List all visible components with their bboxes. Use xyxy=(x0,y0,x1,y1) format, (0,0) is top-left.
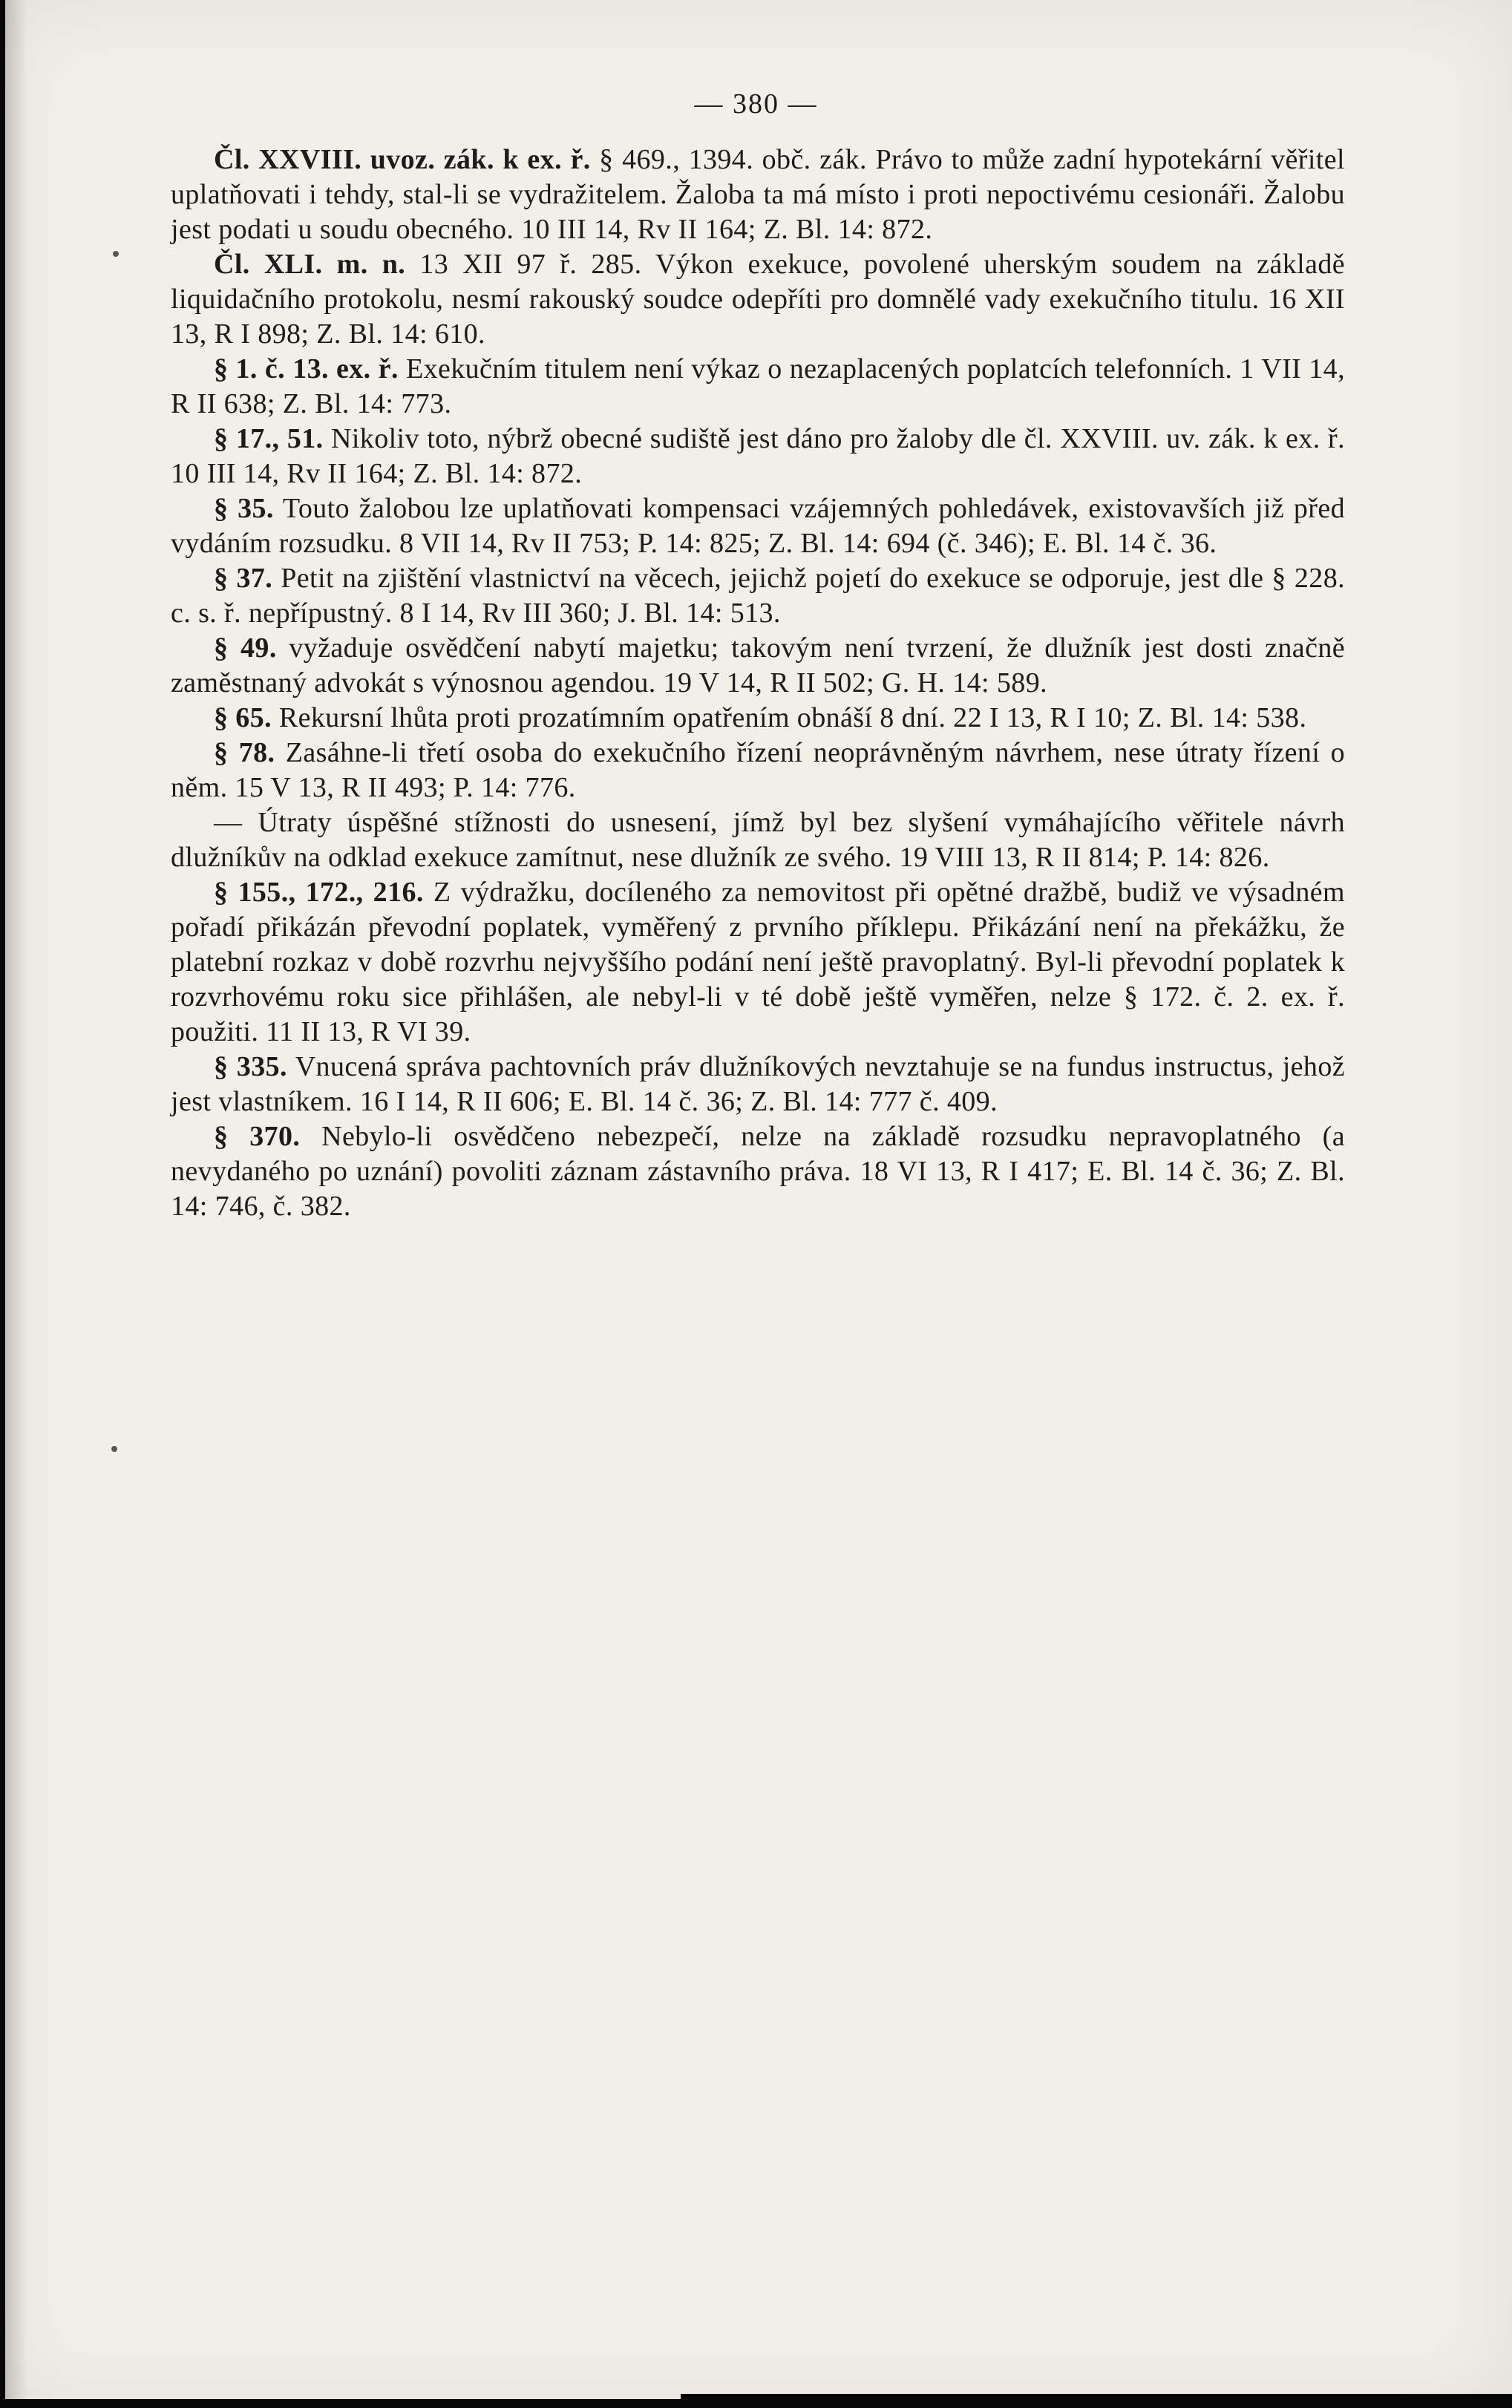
paragraph-lead: — xyxy=(214,807,243,838)
scan-speck-1 xyxy=(113,251,119,257)
paragraph-lead: § 335. xyxy=(214,1051,287,1082)
paragraph-lead: § 78. xyxy=(214,737,275,768)
paragraph-lead: § 35. xyxy=(214,493,274,524)
scan-edge-bottom-thick xyxy=(681,2394,1512,2408)
paragraph-lead: Čl. XXVIII. uvoz. zák. k ex. ř. xyxy=(214,144,591,175)
scan-edge-left xyxy=(0,0,5,2408)
paragraph: § 1. č. 13. ex. ř. Exekučním titulem není výkaz o nezaplacených poplatcích telefonních. 1 VII 14, R II 638; Z. Bl. 14: 773. xyxy=(171,353,1345,419)
paragraph: Čl. XLI. m. n. 13 XII 97 ř. 285. Výkon exekuce, povolené uherským soudem na základě liquidačního protokolu, nesmí rakouský soudce odepříti pro domnělé vady exekučního titulu. 16 XII 13, R I 898; Z. Bl. 14: 610. xyxy=(171,249,1346,350)
scan-speck-2 xyxy=(111,1446,117,1452)
paragraph-lead: § 65. xyxy=(214,702,272,733)
paragraph-lead: § 37. xyxy=(214,563,273,594)
paragraph: § 335. Vnucená správa pachtovních práv dlužníkových nevztahuje se na fundus instructus, jehož jest vlastníkem. 16 I 14, R II 606; E. Bl. 14 č. 36; Z. Bl. 14: 777 č. 409. xyxy=(171,1051,1345,1117)
scan-edge-left-shade xyxy=(5,0,27,2408)
paragraph-lead: § 1. č. 13. ex. ř. xyxy=(214,353,399,385)
paragraph: — Útraty úspěšné stížnosti do usnesení, jímž byl bez slyšení vymáhajícího věřitele návrh dlužníkův na odklad exekuce zamítnut, nese dlužník ze svého. 19 VIII 13, R II 814; P. 14: 826. xyxy=(171,807,1345,873)
paragraph-lead: Čl. XLI. m. n. xyxy=(214,249,406,280)
text-block xyxy=(171,143,1345,1224)
paragraph: § 17., 51. Nikoliv toto, nýbrž obecné sudiště jest dáno pro žaloby dle čl. XXVIII. uv. zák. k ex. ř. 10 III 14, Rv II 164; Z. Bl. 14: 872. xyxy=(171,423,1345,489)
paragraph: § 35. Touto žalobou lze uplatňovati kompensaci vzájemných pohledávek, existovavších již před vydáním rozsudku. 8 VII 14, Rv II 753; P. 14: 825; Z. Bl. 14: 694 (č. 346); E. Bl. 14 č. 36. xyxy=(171,493,1345,559)
paragraph-lead: § 17., 51. xyxy=(214,423,324,454)
paragraph: § 155., 172., 216. Z výdražku, docíleného za nemovitost při opětné dražbě, budiž ve výsadném pořadí přikázán převodní poplatek, vyměřený z prvního příklepu. Přikázání není na překážku, že platební rozkaz v době rozvrhu nejvyššího podání není ještě pravoplatný. Byl-li převodní poplatek k rozvrhovému roku sice přihlášen, ale nebyl-li v té době ještě vyměřen, nelze § 172. č. 2. ex. ř. použiti. 11 II 13, R VI 39. xyxy=(171,877,1346,1047)
paragraph-lead: § 370. xyxy=(214,1121,301,1152)
paragraph-lead: § 155., 172., 216. xyxy=(214,877,424,908)
paragraph: § 37. Petit na zjištění vlastnictví na věcech, jejichž pojetí do exekuce se odporuje, jest dle § 228. c. s. ř. nepřípustný. 8 I 14, Rv III 360; J. Bl. 14: 513. xyxy=(171,563,1346,629)
paragraph: § 49. vyžaduje osvědčení nabytí majetku; takovým není tvrzení, že dlužník jest dosti značně zaměstnaný advokát s výnosnou agendou. 19 V 14, R II 502; G. H. 14: 589. xyxy=(171,632,1346,698)
paragraph: Čl. XXVIII. uvoz. zák. k ex. ř. § 469., 1394. obč. zák. Právo to může zadní hypotekární věřitel uplatňovati i tehdy, stal-li se vydražitelem. Žaloba ta má místo i proti nepoctivému cesionáři. Žalobu jest podati u soudu obecného. 10 III 14, Rv II 164; Z. Bl. 14: 872. xyxy=(171,144,1345,245)
paragraph: § 370. Nebylo-li osvědčeno nebezpečí, nelze na základě rozsudku nepravoplatného (a nevydaného po uznání) povoliti záznam zástavního práva. 18 VI 13, R I 417; E. Bl. 14 č. 36; Z. Bl. 14: 746, č. 382. xyxy=(171,1121,1346,1222)
paragraph: § 65. Rekursní lhůta proti prozatímním opatřením obnáší 8 dní. 22 I 13, R I 10; Z. Bl. 14: 538. xyxy=(214,702,1307,733)
page-number: — 380 — xyxy=(694,88,818,120)
paragraph-lead: § 49. xyxy=(214,632,277,664)
paragraph: § 78. Zasáhne-li třetí osoba do exekučního řízení neoprávněným návrhem, nese útraty řízení o něm. 15 V 13, R II 493; P. 14: 776. xyxy=(171,737,1345,803)
